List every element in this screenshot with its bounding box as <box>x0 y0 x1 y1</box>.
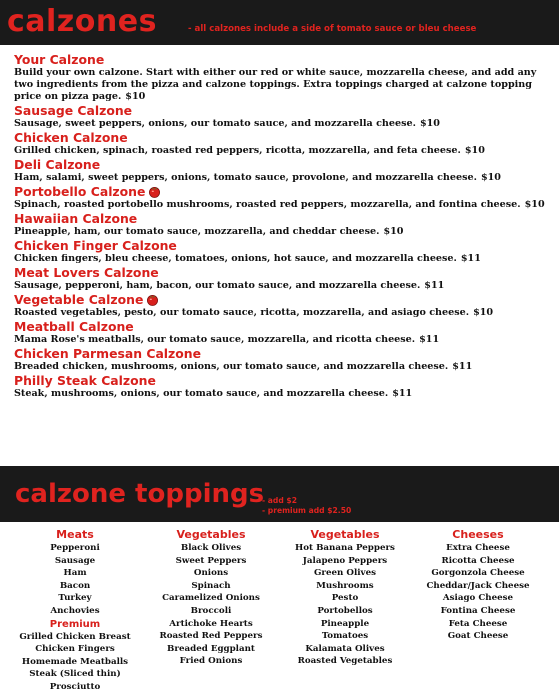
calzone-item <box>14 52 554 103</box>
premium-topping-item: Prosciutto <box>49 681 101 692</box>
toppings-column-meats <box>10 528 140 694</box>
calzone-description: Build your own calzone. Start with either our red or white sauce, mozzarella cheese, and add any two ingredients from the pizza and calzone toppings. Extra toppings charged at calzone topping price on pizza page. <box>14 67 537 102</box>
calzone-description: Spinach, roasted portobello mushrooms, roasted red peppers, mozzarella, and fontina cheese. <box>14 199 521 210</box>
calzone-name: Philly Steak Calzone <box>14 373 156 388</box>
topping-item: Hot Banana Peppers <box>295 543 395 553</box>
topping-item: Breaded Eggplant <box>167 643 255 654</box>
calzone-item <box>14 373 554 400</box>
column-heading: Vegetables <box>176 528 246 541</box>
premium-topping-item: Homemade Meatballs <box>21 656 129 667</box>
calzone-description: Steak, mushrooms, onions, our tomato sauce, and mozzarella cheese. <box>14 388 389 399</box>
topping-item: Kalamata Olives <box>305 643 385 654</box>
toppings-column-cheeses <box>410 528 546 643</box>
calzone-price: $11 <box>424 280 445 291</box>
calzone-name: Chicken Calzone <box>14 130 128 145</box>
topping-item: Goat Cheese <box>447 631 509 642</box>
calzone-price: $10 <box>524 199 545 210</box>
topping-item: Sweet Peppers <box>175 555 247 566</box>
topping-item: Ricotta Cheese <box>441 555 515 566</box>
calzone-name: Portobello Calzone <box>14 184 146 199</box>
calzone-name: Your Calzone <box>14 52 105 67</box>
topping-item: Pesto <box>331 593 359 604</box>
calzone-item <box>14 265 554 292</box>
calzone-description: Grilled chicken, spinach, roasted red peppers, ricotta, mozzarella, and feta cheese. <box>14 145 461 156</box>
topping-item: Broccoli <box>190 605 232 616</box>
topping-item: Roasted Red Peppers <box>159 631 263 642</box>
calzone-description: Chicken fingers, bleu cheese, tomatoes, onions, hot sauce, and mozzarella cheese. <box>14 253 457 264</box>
calzone-price: $10 <box>419 118 440 129</box>
topping-item: Spinach <box>191 580 231 591</box>
calzone-item <box>14 157 554 184</box>
toppings-title: calzone toppings <box>15 479 265 509</box>
calzone-description: Sausage, sweet peppers, onions, our tomato sauce, and mozzarella cheese. <box>14 118 416 129</box>
calzones-side-note: - all calzones include a side of tomato sauce or bleu cheese <box>188 24 477 34</box>
calzone-item <box>14 319 554 346</box>
calzone-price: $10 <box>464 145 485 156</box>
topping-item: Green Olives <box>313 568 377 579</box>
tomato-icon <box>146 293 159 306</box>
calzone-price: $11 <box>452 361 473 372</box>
column-heading: Vegetables <box>310 528 380 541</box>
calzone-description: Roasted vegetables, pesto, our tomato sauce, ricotta, mozzarella, and asiago cheese. <box>14 307 470 318</box>
calzone-price: $11 <box>392 388 413 399</box>
calzone-name: Meat Lovers Calzone <box>14 265 159 280</box>
topping-item: Anchovies <box>50 605 100 616</box>
topping-item: Sausage <box>54 555 96 566</box>
column-heading: Meats <box>56 528 94 541</box>
topping-item: Feta Cheese <box>448 618 508 629</box>
topping-item: Turkey <box>58 593 92 604</box>
topping-item: Asiago Cheese <box>442 593 514 604</box>
topping-item: Roasted Vegetables <box>297 656 393 667</box>
premium-topping-item: Grilled Chicken Breast <box>19 631 131 642</box>
calzone-item <box>14 292 554 319</box>
calzone-item <box>14 238 554 265</box>
topping-item: Portobellos <box>317 605 373 616</box>
toppings-price-note: - add $2 <box>262 496 298 505</box>
toppings-premium-note: - premium add $2.50 <box>262 506 352 515</box>
calzone-price: $10 <box>383 226 404 237</box>
calzone-name: Vegetable Calzone <box>14 292 144 307</box>
topping-item: Artichoke Hearts <box>169 618 253 629</box>
topping-item: Fried Onions <box>179 656 243 667</box>
calzones-title: calzones <box>7 4 157 39</box>
calzone-item <box>14 184 554 211</box>
calzone-list <box>14 52 554 400</box>
topping-item: Pepperoni <box>50 543 100 553</box>
calzone-description: Sausage, pepperoni, ham, bacon, our tomato sauce, and mozzarella cheese. <box>14 280 421 291</box>
calzone-description: Pineapple, ham, our tomato sauce, mozzarella, and cheddar cheese. <box>14 226 380 237</box>
calzone-price: $11 <box>419 334 440 345</box>
calzone-description: Ham, salami, sweet peppers, onions, tomato sauce, provolone, and mozzarella cheese. <box>14 172 477 183</box>
calzone-name: Chicken Parmesan Calzone <box>14 346 202 361</box>
calzone-price: $11 <box>460 253 481 264</box>
tomato-icon <box>148 185 161 198</box>
topping-item: Caramelized Onions <box>162 593 260 604</box>
premium-subheading: Premium <box>49 618 101 630</box>
calzone-description: Mama Rose's meatballs, our tomato sauce, mozzarella, and ricotta cheese. <box>14 334 416 345</box>
toppings-column-vegetables-2 <box>280 528 410 668</box>
topping-item: Ham <box>63 568 87 579</box>
calzone-price: $10 <box>125 91 146 102</box>
calzone-name: Sausage Calzone <box>14 103 133 118</box>
calzone-name: Chicken Finger Calzone <box>14 238 177 253</box>
calzone-item <box>14 103 554 130</box>
calzone-name: Hawaiian Calzone <box>14 211 138 226</box>
calzone-description: Breaded chicken, mushrooms, onions, our tomato sauce, and mozzarella cheese. <box>14 361 449 372</box>
topping-item: Black Olives <box>180 543 242 553</box>
calzone-price: $10 <box>473 307 494 318</box>
topping-item: Onions <box>193 568 229 579</box>
topping-item: Pineapple <box>320 618 370 629</box>
calzone-name: Deli Calzone <box>14 157 101 172</box>
calzone-price: $10 <box>480 172 501 183</box>
calzones-header-band <box>0 0 559 45</box>
column-heading: Cheeses <box>452 528 504 541</box>
topping-item: Fontina Cheese <box>440 605 516 616</box>
topping-item: Jalapeno Peppers <box>302 555 388 566</box>
topping-item: Gorgonzola Cheese <box>431 568 525 579</box>
topping-item: Extra Cheese <box>446 543 510 553</box>
toppings-column-vegetables-1 <box>146 528 276 668</box>
topping-item: Bacon <box>59 580 91 591</box>
topping-item: Cheddar/Jack Cheese <box>426 580 530 591</box>
calzone-item <box>14 130 554 157</box>
premium-topping-item: Steak (Sliced thin) <box>29 669 121 680</box>
calzone-item <box>14 211 554 238</box>
premium-topping-item: Chicken Fingers <box>35 644 115 655</box>
topping-item: Mushrooms <box>316 580 374 591</box>
calzone-name: Meatball Calzone <box>14 319 134 334</box>
topping-item: Tomatoes <box>321 631 369 642</box>
calzone-item <box>14 346 554 373</box>
